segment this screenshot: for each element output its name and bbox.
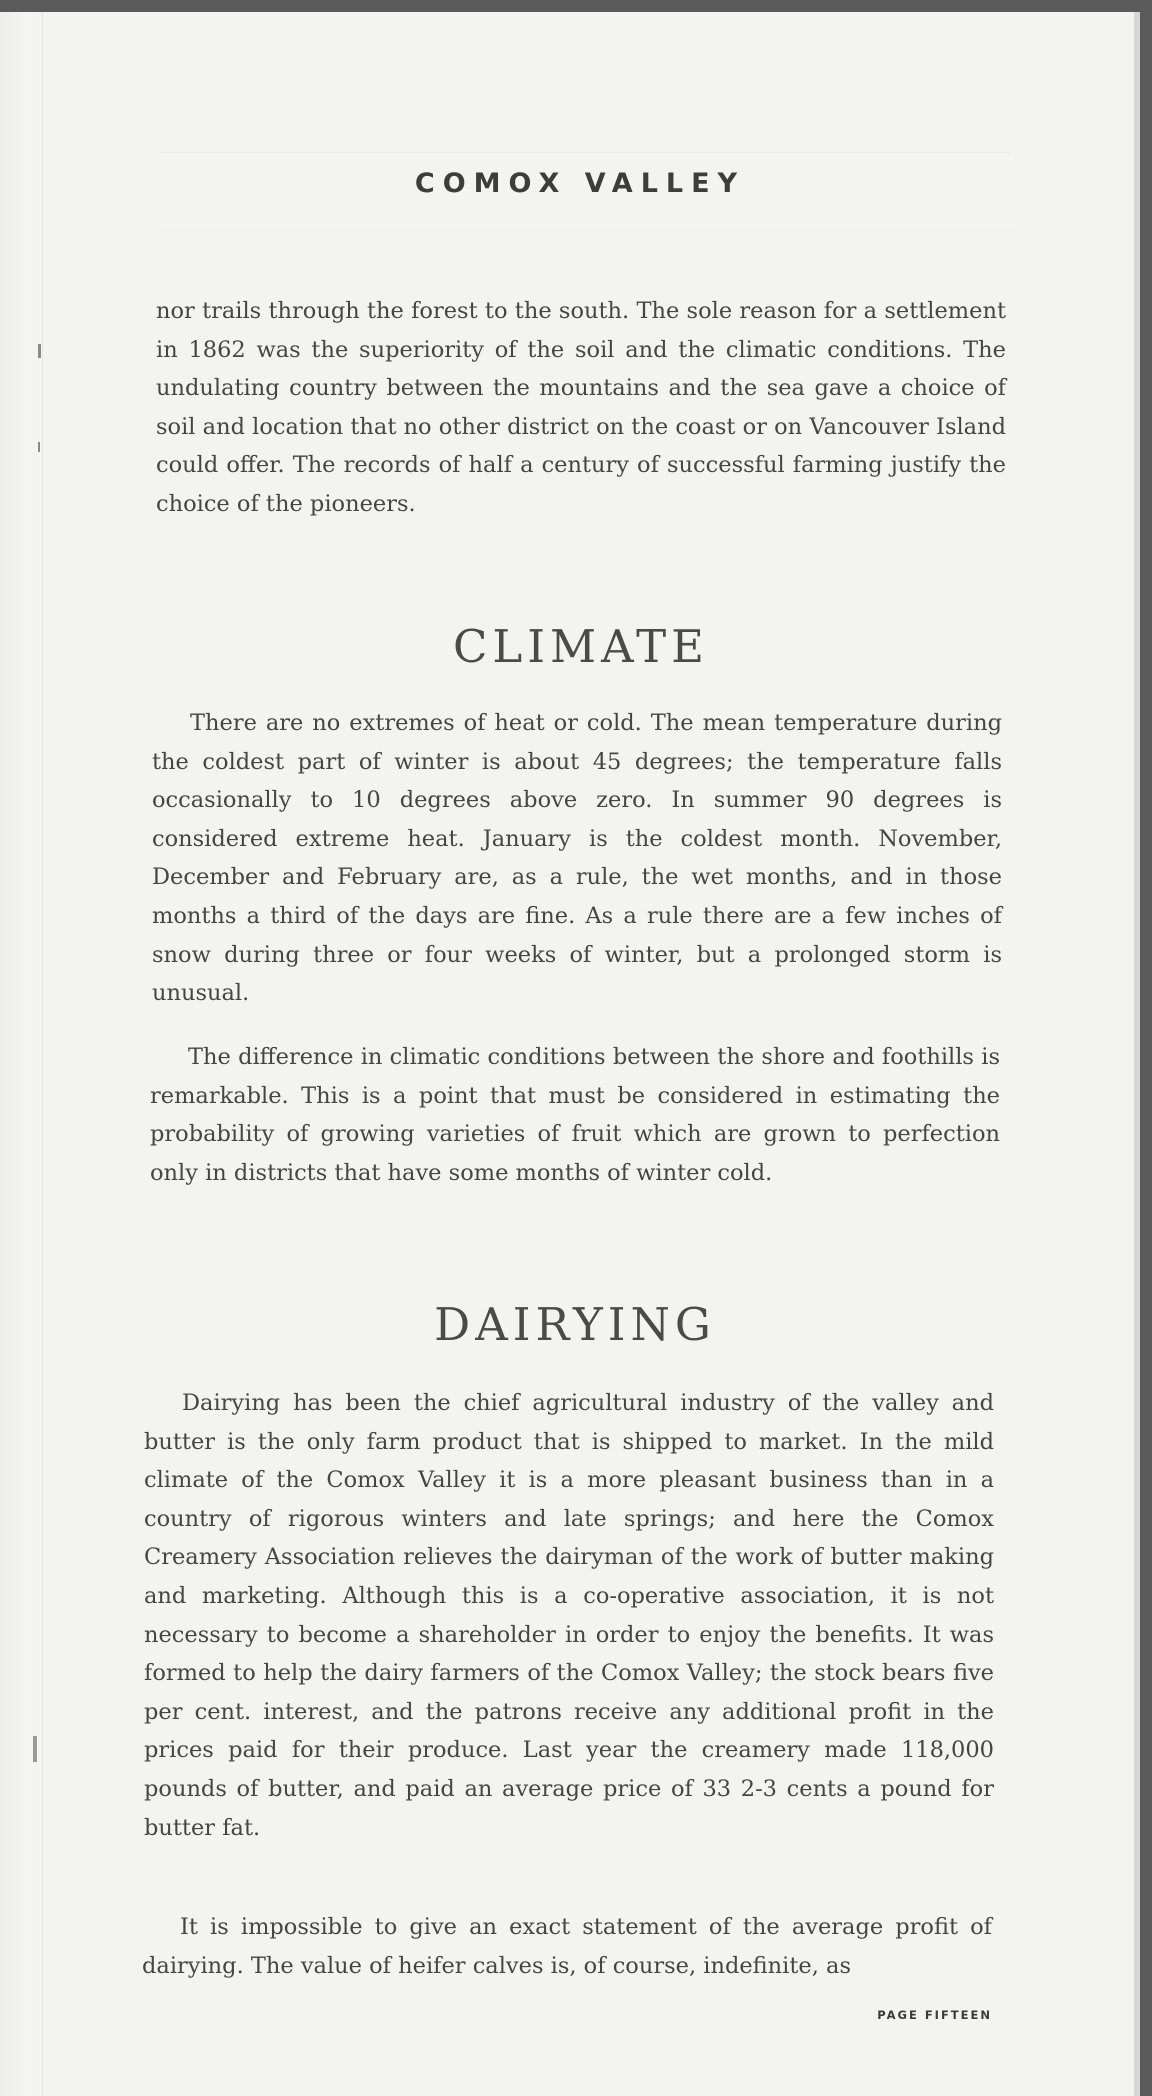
head-rule-top <box>160 152 1010 153</box>
page-gutter <box>0 12 43 2096</box>
intro-paragraph: nor trails through the forest to the south. The sole reason for a settlement in 1862 was the superiority of the soil and the climatic conditions. The undulating country between the mountains and the sea gave a choice of soil and location that no other district on the coast or on Vancouver Island could offer. The records of half a century of successful farming justify the choice of the pioneers. <box>156 298 1006 517</box>
margin-speck <box>33 1736 37 1762</box>
head-rule-bottom <box>160 230 1010 231</box>
margin-speck <box>38 344 41 358</box>
page-edge <box>1134 12 1140 2096</box>
margin-speck <box>38 442 40 452</box>
dairying-paragraph-1: Dairying has been the chief agricultural industry of the valley and butter is the only farm product that is shipped to market. In the mild climate of the Comox Valley it is a more pleasant business than in a country of rigorous winters and late springs; and here the Comox Creamery Association relieves the dairyman of the work of butter making and marketing. Although this is a co-operative association, it is not necessary to become a shareholder in order to enjoy the benefits. It was formed to help the dairy farmers of the Comox Valley; the stock bears five per cent. interest, and the patrons receive any additional profit in the prices paid for their produce. Last year the creamery made 118,000 pounds of butter, and paid an average price of 33 2-3 cents a pound for butter fat. <box>144 1390 994 1841</box>
running-head: COMOX VALLEY <box>414 168 746 199</box>
climate-paragraph-2: The difference in climatic conditions between the shore and foothills is remarkable. This is a point that must be considered in estimating the probability of growing varieties of fruit which are grown to perfection only in districts that have some months of winter cold. <box>150 1044 1000 1186</box>
dairying-paragraph-2: It is impossible to give an exact statement of the average profit of dairying. The value of heifer calves is, of course, indefinite, as <box>142 1914 992 1979</box>
section-title-dairying: DAIRYING <box>434 1298 716 1351</box>
section-title-climate: CLIMATE <box>452 620 710 673</box>
book-page <box>0 12 1140 2096</box>
page-number: PAGE FIFTEEN <box>877 2008 992 2022</box>
climate-paragraph-1: There are no extremes of heat or cold. The mean temperature during the coldest part of winter is about 45 degrees; the temperature falls occasionally to 10 degrees above zero. In summer 90 degrees is considered extreme heat. January is the coldest month. November, December and February are, as a rule, the wet months, and in those months a third of the days are fine. As a rule there are a few inches of snow during three or four weeks of winter, but a prolonged storm is unusual. <box>152 710 1002 1007</box>
